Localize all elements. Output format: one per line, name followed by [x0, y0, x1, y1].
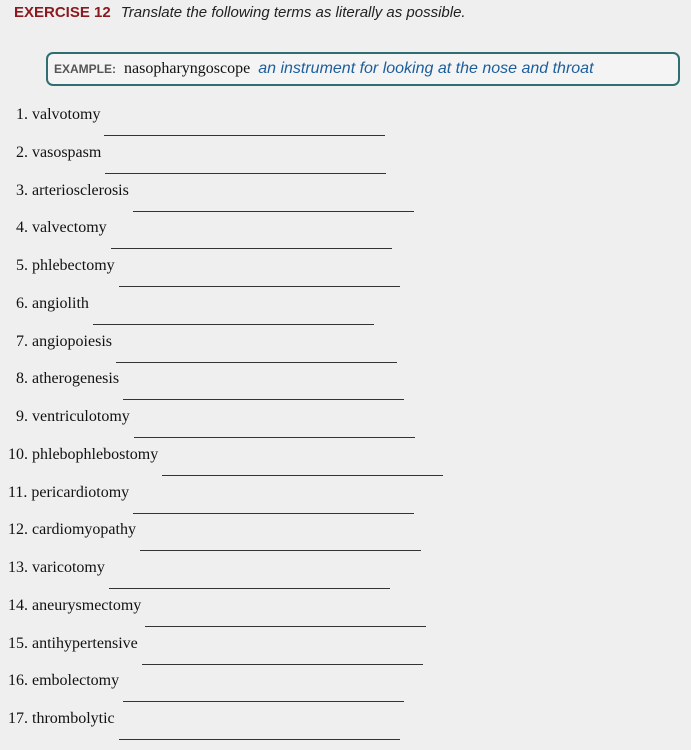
list-item [0, 513, 691, 551]
item-number: 3. [16, 181, 28, 199]
term-text [8, 710, 115, 728]
list-item [0, 589, 691, 627]
term-text [16, 219, 107, 237]
list-item [0, 211, 691, 249]
term-label: valvotomy [32, 106, 101, 123]
item-number: 8. [16, 370, 28, 388]
term-label: phlebophlebostomy [32, 445, 159, 463]
item-number: 4. [16, 219, 28, 237]
term-text [8, 521, 136, 539]
term-text [16, 408, 130, 426]
term-label: arteriosclerosis [32, 181, 129, 199]
list-item [0, 174, 691, 212]
example-label: EXAMPLE: [54, 62, 117, 76]
term-text [8, 597, 141, 615]
item-number: 15. [8, 634, 28, 652]
item-number: 6. [16, 294, 28, 312]
term-label: valvectomy [32, 219, 107, 237]
term-label: ventriculotomy [32, 408, 130, 425]
exercise-label: EXERCISE 12 [14, 4, 111, 21]
term-label: pericardiotomy [31, 483, 130, 501]
item-number: 2. [16, 143, 28, 161]
term-text [16, 182, 129, 200]
term-label: angiopoiesis [32, 332, 112, 350]
list-item [0, 325, 691, 363]
term-list [0, 98, 691, 740]
list-item [0, 551, 691, 589]
term-text [8, 635, 138, 653]
list-item [0, 98, 691, 136]
term-text [8, 484, 129, 502]
item-number: 1. [16, 106, 28, 123]
item-number: 14. [8, 596, 28, 614]
list-item [0, 627, 691, 665]
example-answer: an instrument for looking at the nose and throat [258, 60, 594, 77]
term-label: angiolith [32, 294, 89, 312]
term-text [16, 257, 115, 275]
term-text [16, 144, 101, 162]
item-number: 13. [8, 559, 28, 576]
item-number: 5. [16, 257, 28, 274]
item-number: 7. [16, 332, 28, 350]
list-item [0, 362, 691, 400]
item-number: 17. [8, 710, 28, 727]
term-label: antihypertensive [32, 634, 138, 652]
item-number: 9. [16, 408, 28, 425]
item-number: 11. [8, 483, 28, 501]
term-text [16, 295, 89, 313]
list-item [0, 249, 691, 287]
term-label: thrombolytic [32, 710, 115, 727]
term-text [8, 672, 119, 690]
term-label: vasospasm [32, 143, 102, 161]
term-text [16, 370, 119, 388]
list-item [0, 476, 691, 514]
example-box [46, 52, 680, 86]
list-item [0, 664, 691, 702]
term-text [8, 559, 105, 577]
term-label: cardiomyopathy [32, 521, 136, 539]
term-text [16, 106, 100, 124]
term-label: varicotomy [32, 559, 105, 576]
exercise-header [14, 4, 466, 21]
list-item [0, 438, 691, 476]
term-label: phlebectomy [32, 257, 115, 274]
list-item [0, 136, 691, 174]
answer-blank[interactable] [119, 739, 400, 740]
list-item [0, 400, 691, 438]
term-text [8, 446, 158, 464]
example-term: nasopharyngoscope [124, 60, 251, 77]
item-number: 12. [8, 521, 28, 539]
term-label: aneurysmectomy [32, 596, 142, 614]
list-item [0, 702, 691, 740]
term-text [16, 333, 112, 351]
item-number: 16. [8, 672, 28, 690]
term-label: embolectomy [32, 672, 120, 690]
list-item [0, 287, 691, 325]
item-number: 10. [8, 445, 28, 463]
term-label: atherogenesis [32, 370, 120, 388]
exercise-instruction: Translate the following terms as literally as possible. [120, 4, 466, 21]
